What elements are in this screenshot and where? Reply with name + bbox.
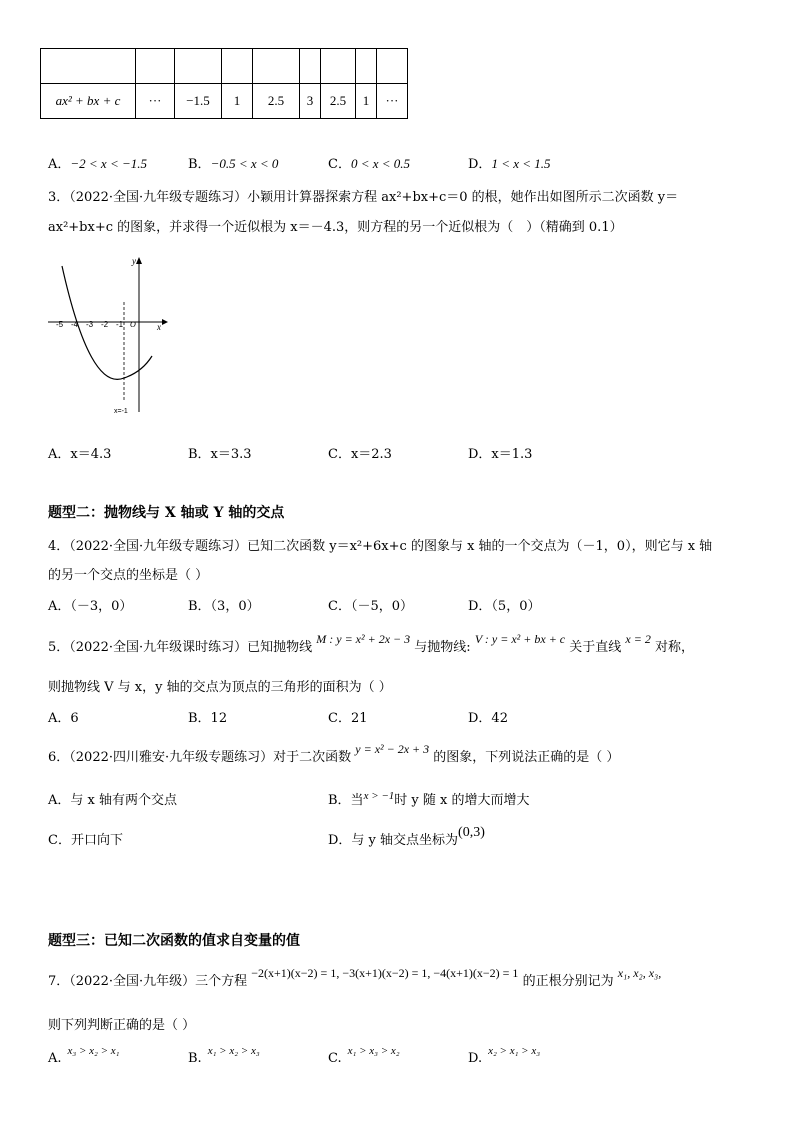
table-cell: ··· <box>377 84 408 119</box>
q5-line2: 则抛物线 V 与 x，y 轴的交点为顶点的三角形的面积为（ ） <box>48 680 392 695</box>
q6-option-a[interactable]: A．与 x 轴有两个交点 <box>48 793 177 808</box>
table-cell: 3 <box>300 84 321 119</box>
q4-option-d[interactable]: D．（5，0） <box>468 599 541 614</box>
q5-option-d[interactable]: D．42 <box>468 711 508 726</box>
q4-line2: 的另一个交点的坐标是（ ） <box>48 568 209 583</box>
tick-label: -2 <box>101 320 109 329</box>
q6-line1: 6．（2022·四川雅安·九年级专题练习）对于二次函数 y = x² − 2x + 3 的图象，下列说法正确的是（ ） <box>48 742 620 765</box>
q6-option-d[interactable]: D．与 y 轴交点坐标为(0,3) <box>328 825 485 848</box>
q7-line2: 则下列判断正确的是（ ） <box>48 1018 196 1033</box>
q6-option-c[interactable]: C．开口向下 <box>48 833 123 848</box>
q3-option-c[interactable]: C．x＝2.3 <box>328 447 392 462</box>
q3-option-b[interactable]: B．x＝3.3 <box>188 447 252 462</box>
tick-label: -1 <box>116 320 124 329</box>
q7-option-a[interactable]: A. $^{x_3 > x_2 > x_1}$ <box>48 1045 120 1066</box>
x-axis-arrow <box>162 319 168 325</box>
section-title-2: 题型二：抛物线与 X 轴或 Y 轴的交点 <box>48 505 285 521</box>
q7-option-c[interactable]: C. $^{x_1 > x_3 > x_2}$ <box>328 1045 400 1066</box>
q3-option-a[interactable]: A．x＝4.3 <box>48 447 112 462</box>
q2-option-c[interactable]: C．0 < x < 0.5 <box>328 156 411 172</box>
table-cell: 1 <box>222 84 253 119</box>
table-cell: 2.5 <box>321 84 356 119</box>
q3-line2: ax²+bx+c 的图象，并求得一个近似根为 x＝－4.3，则方程的另一个近似根为（ ）（精确到 0.1） <box>48 220 623 235</box>
value-table <box>40 48 408 119</box>
y-axis-arrow <box>136 257 142 264</box>
q7-option-d[interactable]: D. $^{x_2 > x_1 > x_3}$ <box>468 1045 541 1066</box>
y-axis-label: y <box>132 256 136 266</box>
tick-label: -4 <box>71 320 79 329</box>
table-cell: 2.5 <box>253 84 300 119</box>
tick-label: -3 <box>86 320 94 329</box>
tick-label: -5 <box>56 320 64 329</box>
q5-option-a[interactable]: A．6 <box>48 711 79 726</box>
x-axis-label: x <box>157 322 161 332</box>
q4-option-a[interactable]: A．（－3，0） <box>48 599 133 614</box>
origin-label: O <box>130 320 136 329</box>
q4-line1: 4．（2022·全国·九年级专题练习）已知二次函数 y＝x²+6x+c 的图象与 x 轴的一个交点为（－1，0），则它与 x 轴 <box>48 539 713 554</box>
q4-option-c[interactable]: C．（－5，0） <box>328 599 413 614</box>
q5-option-c[interactable]: C．21 <box>328 711 368 726</box>
q4-option-b[interactable]: B．（3，0） <box>188 599 260 614</box>
q3-line1: 3．（2022·全国·九年级专题练习）小颖用计算器探索方程 ax²+bx+c＝0 的根，她作出如图所示二次函数 y＝ <box>48 190 679 205</box>
symmetry-label: x=-1 <box>114 408 128 415</box>
table-row-values <box>41 84 408 119</box>
table-row-top <box>41 49 408 84</box>
q7-line1: 7．（2022·全国·九年级）三个方程 −2(x+1)(x−2) = 1, −3(x+1)(x−2) = 1, −4(x+1)(x−2) = 1 的正根分别记为 x₁, x₂, x₃, <box>48 966 662 989</box>
table-cell: 1 <box>356 84 377 119</box>
q5-option-b[interactable]: B．12 <box>188 711 228 726</box>
table-cell: −1.5 <box>175 84 222 119</box>
q7-option-b[interactable]: B. $^{x_1 > x_2 > x_3}$ <box>188 1045 260 1066</box>
section-title-3: 题型三：已知二次函数的值求自变量的值 <box>48 933 300 949</box>
q2-option-a[interactable]: A．−2 < x < −1.5 <box>48 156 148 172</box>
table-row-label: ax² + bx + c <box>41 84 136 119</box>
q6-option-b[interactable]: B．当$^{x > -1}$时 y 随 x 的增大而增大 <box>328 790 530 808</box>
table-cell: ··· <box>136 84 175 119</box>
q5-line1: 5．（2022·全国·九年级课时练习）已知抛物线 M : y = x² + 2x − 3 与抛物线: V : y = x² + bx + c 关于直线 x = 2 对称， <box>48 632 695 655</box>
q2-option-d[interactable]: D．1 < x < 1.5 <box>468 156 551 172</box>
q3-option-d[interactable]: D．x＝1.3 <box>468 447 533 462</box>
parabola-graph <box>46 252 172 418</box>
q2-option-b[interactable]: B．−0.5 < x < 0 <box>188 156 279 172</box>
